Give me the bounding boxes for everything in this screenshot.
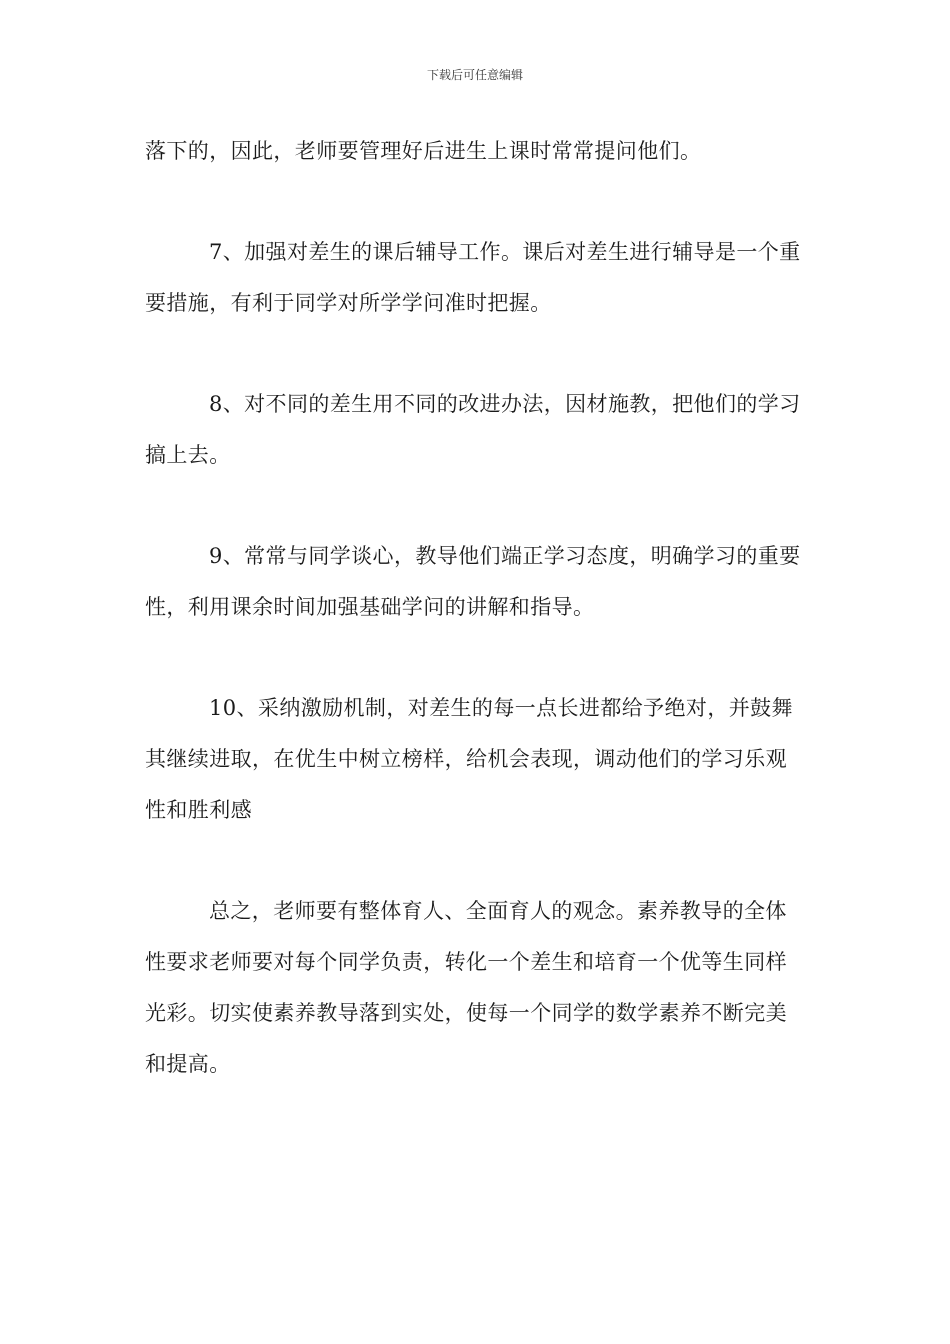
page-header: 下载后可任意编辑: [426, 68, 523, 82]
document-body: [145, 126, 807, 1140]
paragraph-summary: 总之，老师要有整体育人、全面育人的观念。素养教导的全体性要求老师要对每个同学负责，转化一个差生和培育一个优等生同样光彩。切实使素养教导落到实处，使每一个同学的数学素养不断完美和提高。: [145, 899, 787, 1076]
paragraph-continuation: 落下的，因此，老师要管理好后进生上课时常常提问他们。: [145, 139, 702, 163]
paragraph-item-10: 10、采纳激励机制，对差生的每一点长进都给予绝对，并鼓舞其继续进取，在优生中树立榜样，给机会表现，调动他们的学习乐观性和胜利感: [145, 696, 793, 822]
paragraph-item-7: 7、加强对差生的课后辅导工作。课后对差生进行辅导是一个重要措施，有利于同学对所学学问准时把握。: [145, 240, 801, 315]
paragraph-item-8: 8、对不同的差生用不同的改进办法，因材施教，把他们的学习搞上去。: [145, 392, 801, 467]
paragraph-item-9: 9、常常与同学谈心，教导他们端正学习态度，明确学习的重要性，利用课余时间加强基础学问的讲解和指导。: [145, 544, 801, 619]
